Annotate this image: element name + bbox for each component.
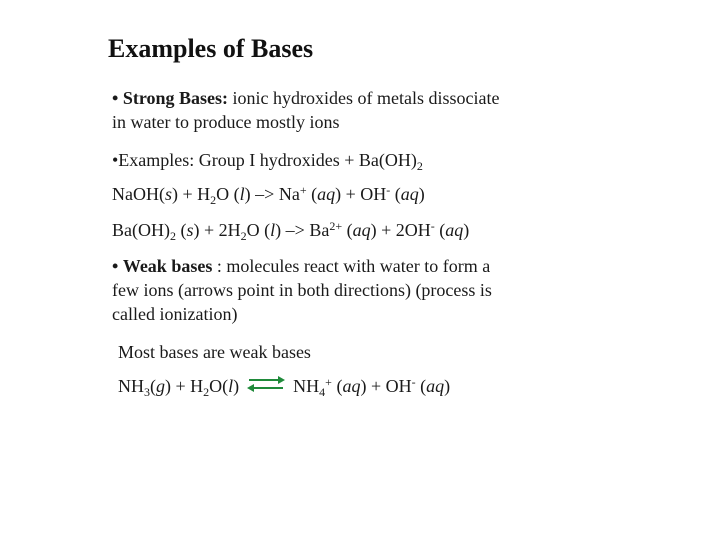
eq1-part: ) + OH [335,184,387,204]
weak-bases-text-1: : molecules react with water to form a [212,256,491,276]
eq2-state: s [186,220,194,240]
eq1-sup: + [299,183,307,197]
eq3-part: ( [415,376,427,396]
strong-bases-line-2: in water to produce mostly ions [112,112,340,132]
eq3-sub: 3 [144,385,150,399]
eq3-part: ) [444,376,451,396]
eq3-part: ) [233,376,240,396]
eq2-part: ( [434,220,446,240]
eq2-state: l [270,220,276,240]
eq1-state: aq [400,184,419,204]
eq1-part: ) + H [172,184,211,204]
eq2-part: ) + 2H [193,220,241,240]
eq1-part: ( [306,184,318,204]
eq2-state: aq [445,220,464,240]
eq2-part: ) [463,220,470,240]
eq1-state: s [164,184,172,204]
eq2-sub: 2 [240,229,247,243]
eq2-part: ( [175,220,187,240]
strong-bullet: • [112,88,119,108]
eq2-part: ( [342,220,353,240]
examples-text: •Examples: Group I hydroxides + Ba(OH) [112,150,417,170]
eq1-state: aq [317,184,336,204]
eq1-state: l [239,184,245,204]
eq2-part: O ( [246,220,271,240]
weak-bases-block [112,254,492,326]
eq2-part: ) –> Ba [275,220,330,240]
forward-arrow-icon [249,379,279,381]
eq3-state: g [156,376,165,396]
strong-bases-text-1: ionic hydroxides of metals dissociate [232,88,500,108]
strong-bases-block [112,86,499,134]
eq3-state: aq [426,376,445,396]
weak-bases-line-1 [112,254,492,278]
eq3-part: NH [118,376,144,396]
eq2-part: ) + 2OH [370,220,431,240]
eq1-part: ) [418,184,425,204]
eq2-sup: - [430,219,435,233]
weak-bases-line-3: called ionization) [112,304,238,324]
examples-sub: 2 [416,159,423,173]
eq1-sub: 2 [210,193,217,207]
eq2-part: Ba(OH) [112,220,170,240]
eq1-part: NaOH( [112,184,165,204]
eq3-sup: + [325,375,332,389]
eq3-part: ( [331,376,343,396]
most-bases-weak: Most bases are weak bases [118,342,311,362]
eq1-part: ) –> Na [244,184,300,204]
eq3-part: NH [293,376,320,396]
equation-baoh2 [112,218,469,242]
strong-bases-heading: Strong Bases: [122,88,228,108]
strong-bases-line-1 [112,86,499,110]
eq1-part: ( [390,184,401,204]
reverse-arrow-icon [253,387,283,389]
eq1-part: O ( [216,184,240,204]
eq3-part: O( [209,376,229,396]
eq3-part: ( [150,376,156,396]
eq2-sup: 2+ [329,219,343,233]
weak-bases-line-2: few ions (arrows point in both directions) (process is [112,280,492,300]
equation-nh3 [118,374,450,398]
eq3-sub: 4 [319,385,326,399]
eq3-part: ) + OH [360,376,412,396]
eq1-sup: - [386,183,391,197]
equilibrium-arrows-icon [247,376,285,394]
equation-naoh [112,182,425,206]
slide-title: Examples of Bases [108,34,314,63]
eq3-sup: - [411,375,416,389]
eq3-part: ) + H [165,376,204,396]
eq2-sub: 2 [169,229,176,243]
examples-line [112,148,423,172]
weak-bullet: • [112,256,119,276]
weak-bases-heading: Weak bases [122,256,213,276]
eq3-state: aq [342,376,361,396]
eq3-state: l [228,376,234,396]
eq2-state: aq [352,220,371,240]
eq3-sub: 2 [203,385,210,399]
